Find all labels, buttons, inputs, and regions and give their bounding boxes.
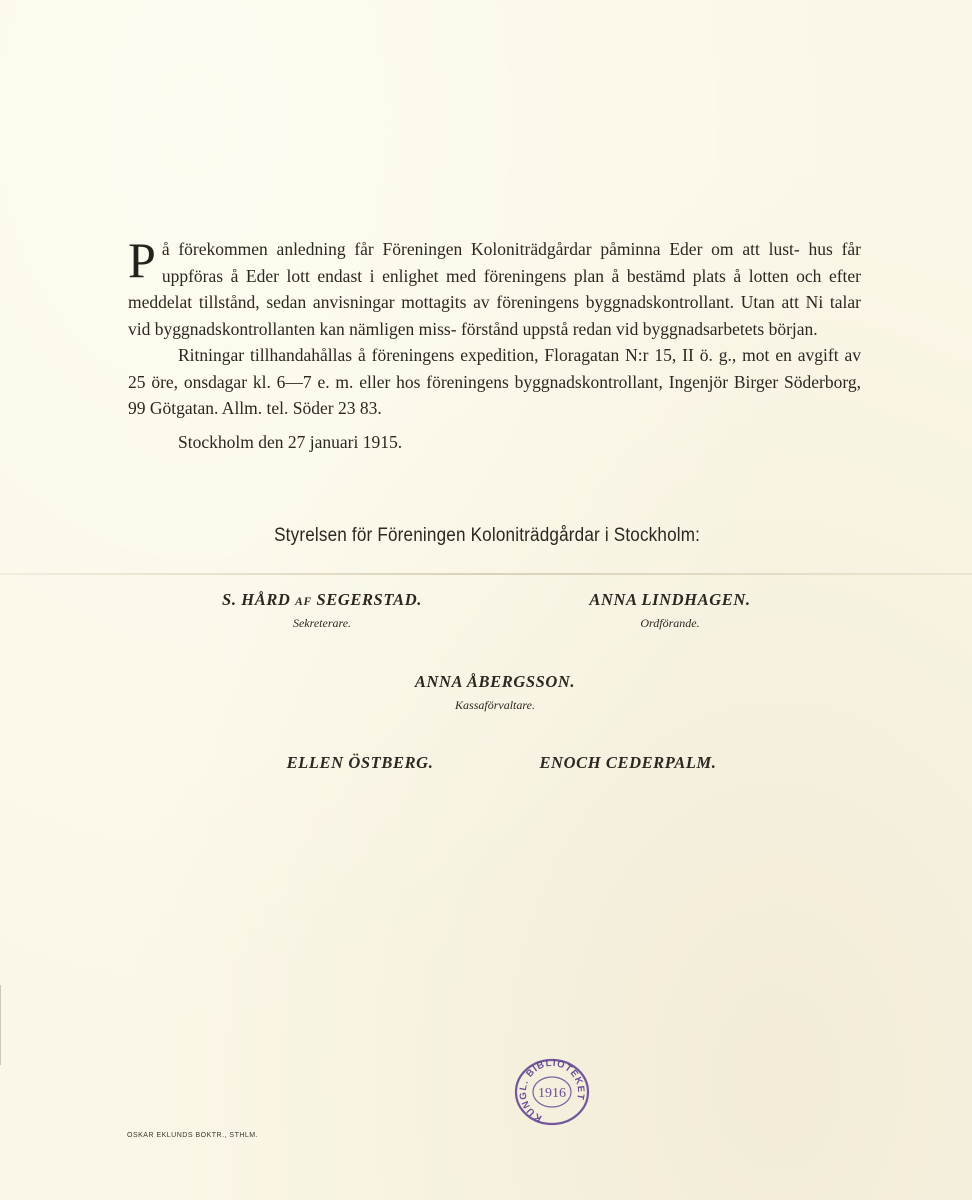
board-heading-text: Styrelsen för Föreningen Koloniträdgårdar i Stockholm:: [274, 525, 701, 546]
paper-fold-line: [0, 573, 972, 575]
stamp-year: 1916: [538, 1086, 566, 1101]
notice-paragraph-2: [128, 342, 861, 422]
notice-body: [128, 232, 862, 455]
signatory-member-2: [510, 753, 746, 773]
notice-paragraph-2-line: Ingenjör Birger Söderborg, 99 Götgatan. Allm. tel. Söder 23 83.: [128, 371, 862, 418]
signatory-name: [180, 590, 464, 610]
signatory-name: ELLEN ÖSTBERG.: [286, 753, 434, 772]
notice-paragraph-1-line: plats å lotten och efter meddelat tillstånd, sedan anvisningar mottagits av föreningens: [128, 265, 861, 312]
notice-paragraph-2-line: en avgift av 25 öre, onsdagar kl. 6—7 e. m. eller hos föreningens byggnadskontrollant,: [128, 345, 862, 392]
signatory-treasurer: [370, 672, 620, 713]
drop-cap: P: [128, 232, 156, 288]
notice-paragraph-1-line: hus får uppföras å Eder lott endast i enlighet med föreningens plan å bestämd: [161, 239, 861, 286]
signatory-name-part: SEGERSTAD.: [311, 590, 422, 609]
library-stamp: [512, 1054, 592, 1126]
notice-paragraph-1-line: å förekommen anledning får Föreningen Koloniträdgårdar påminna Eder om att lust-: [161, 239, 800, 259]
signatory-member-1: [255, 753, 465, 773]
signatory-chair: [540, 590, 800, 631]
signatory-name: ENOCH CEDERPALM.: [539, 753, 717, 772]
printer-imprint: OSKAR EKLUNDS BOKTR., STHLM.: [127, 1132, 259, 1139]
signatory-secretary: [180, 590, 464, 631]
signatory-name-particle: AF: [295, 596, 312, 608]
notice-paragraph-2-line: Ritningar tillhandahållas å föreningens expedition, Floragatan N:r 15, II ö. g., mot: [178, 345, 770, 365]
signatory-name-part: S. HÅRD: [222, 590, 296, 609]
notice-paragraph-1-line: förstånd uppstå redan vid byggnadsarbetets början.: [460, 318, 818, 339]
signatory-role: Ordförande.: [640, 616, 700, 630]
paper-edge-crease: [0, 985, 27, 1065]
board-heading: [50, 525, 925, 547]
notice-paragraph-1-line: byggnadskontrollant. Utan att Ni talar vid byggnadskontrollanten kan nämligen miss-: [128, 292, 861, 339]
signatory-name: ANNA LINDHAGEN.: [589, 590, 751, 609]
signatory-name: ANNA ÅBERGSSON.: [414, 672, 576, 691]
notice-paragraph-1: [128, 232, 861, 342]
signatory-role: Kassaförvaltare.: [455, 698, 535, 712]
library-stamp-icon: [512, 1054, 592, 1126]
dateline: Stockholm den 27 januari 1915.: [178, 431, 403, 452]
signatory-role: Sekreterare.: [292, 616, 352, 630]
stamp-ring-text: KUNGL. BIBLIOTEKET: [517, 1057, 587, 1124]
